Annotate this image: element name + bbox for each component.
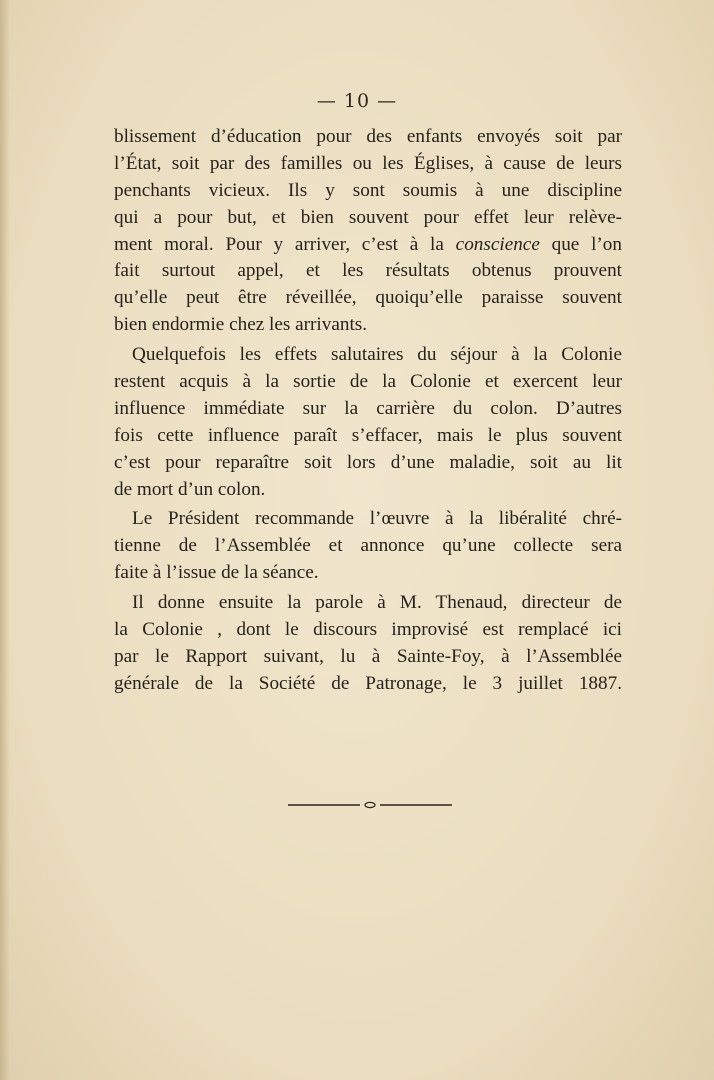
text-line: Le Président recommande l’œuvre à la libéralité chré- <box>132 508 622 530</box>
text-line: qui a pour but, et bien souvent pour effet leur relève- <box>114 206 622 228</box>
divider-ornament <box>365 802 375 807</box>
text-line: tienne de l’Assemblée et annonce qu’une collecte sera <box>114 535 622 557</box>
paragraph <box>114 590 622 698</box>
text-line: restent acquis à la sortie de la Colonie et exercent leur <box>114 371 622 393</box>
text-line: l’État, soit par des familles ou les Églises, à cause de leurs <box>114 152 622 174</box>
text-line: la Colonie , dont le discours improvisé est remplacé ici <box>114 619 622 641</box>
text-line: c’est pour reparaître soit lors d’une maladie, soit au lit <box>114 451 622 473</box>
text-line: qu’elle peut être réveillée, quoiqu’elle paraisse souvent <box>114 287 622 309</box>
italic-word-conscience: conscience <box>455 233 540 255</box>
text-line: faite à l’issue de la séance. <box>114 562 319 584</box>
text-line: de mort d’un colon. <box>114 478 266 500</box>
ornamental-divider <box>288 800 452 810</box>
text-line: Il donne ensuite la parole à M. Thenaud, directeur de <box>132 592 622 614</box>
text-run: que l’on <box>539 233 622 255</box>
page-spine-shadow <box>0 0 10 1080</box>
text-line: blissement d’éducation pour des enfants envoyés soit par <box>114 126 622 147</box>
paragraph <box>114 506 622 587</box>
paragraph <box>114 124 622 339</box>
paragraph <box>114 342 622 503</box>
text-line: fait surtout appel, et les résultats obtenus prouvent <box>114 260 622 282</box>
text-line: par le Rapport suivant, lu à Sainte-Foy, à l’Assemblée <box>114 645 622 667</box>
text-line: fois cette influence paraît s’effacer, mais le plus souvent <box>114 424 622 446</box>
text-line: influence immédiate sur la carrière du colon. D’autres <box>114 397 622 419</box>
text-line: Quelquefois les effets salutaires du séjour à la Colonie <box>132 344 622 366</box>
text-line: penchants vicieux. Ils y sont soumis à une discipline <box>114 179 622 201</box>
text-line: générale de la Société de Patronage, le 3 juillet 1887. <box>114 672 622 694</box>
text-line: bien endormie chez les arrivants. <box>114 314 368 336</box>
body-text <box>114 124 622 698</box>
text-run: ment moral. Pour y arriver, c’est à la <box>114 233 456 255</box>
page-number: — 10 — <box>316 90 398 112</box>
text-line <box>114 232 622 259</box>
